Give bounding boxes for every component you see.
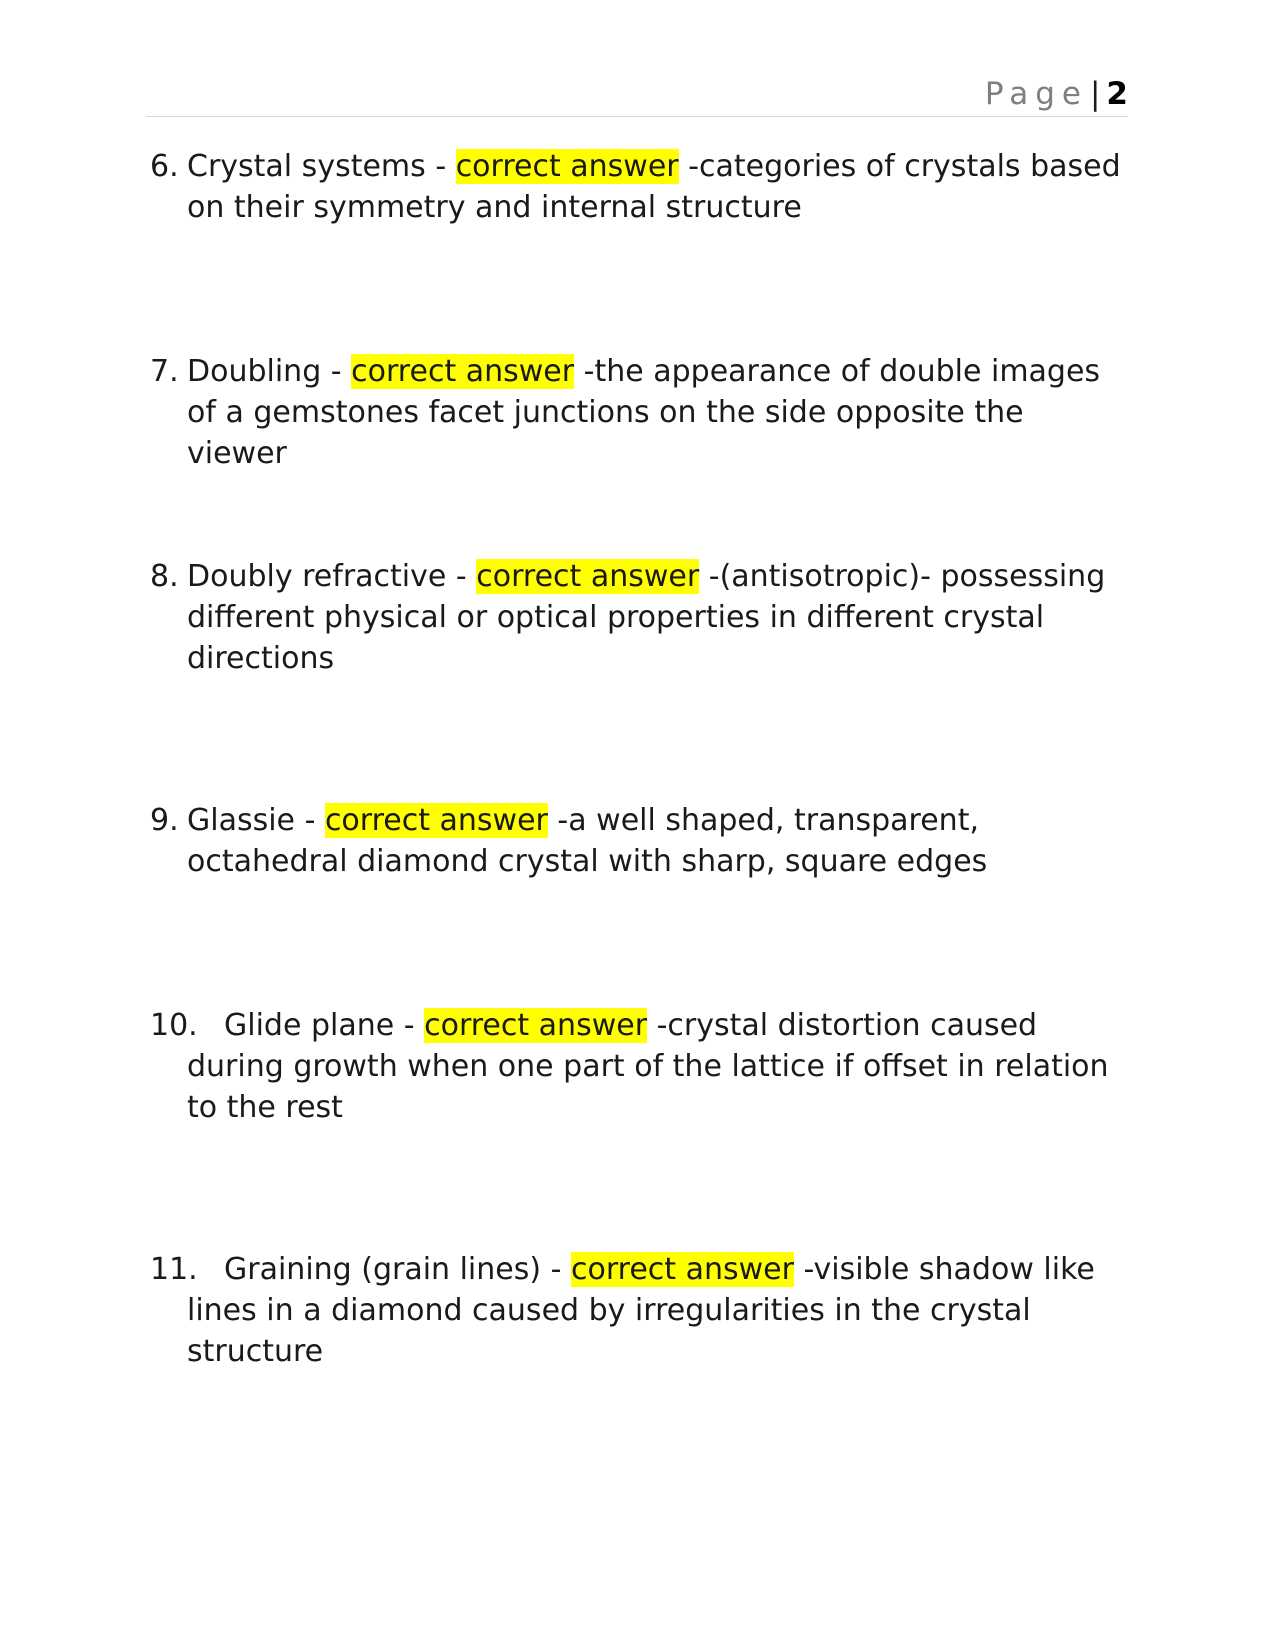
item-number: 8. (150, 559, 179, 594)
item-number: 9. (150, 803, 179, 838)
list-item (150, 1249, 1130, 1372)
answer-highlight: correct answer (476, 559, 700, 594)
item-definition: -crystal distortion caused during growth when one part of the lattice if offset in relation to the rest (187, 1008, 1109, 1125)
item-dash: - (394, 1008, 425, 1043)
item-definition: -(antisotropic)- possessing different physical or optical properties in different crystal directions (187, 559, 1106, 676)
item-dash: - (295, 803, 325, 838)
list-item (150, 146, 1130, 228)
answer-highlight: correct answer (324, 803, 548, 838)
page-label: Page (984, 76, 1088, 112)
item-number: 11. (150, 1252, 198, 1287)
item-dash: - (541, 1252, 571, 1287)
list-item (150, 351, 1130, 474)
item-dash: - (446, 559, 477, 594)
item-term: Crystal systems (187, 149, 426, 184)
page-header (146, 72, 1128, 117)
list-item (150, 556, 1130, 679)
item-number: 6. (150, 149, 179, 184)
item-term: Glassie (187, 803, 296, 838)
answer-highlight: correct answer (455, 149, 679, 184)
item-number: 10. (150, 1008, 198, 1043)
answer-highlight: correct answer (570, 1252, 794, 1287)
item-definition: -the appearance of double images of a gemstones facet junctions on the side opposite the viewer (187, 354, 1101, 471)
item-term: Graining (grain lines) (224, 1252, 542, 1287)
item-number: 7. (150, 354, 179, 389)
list-item (150, 1005, 1130, 1128)
answer-highlight: correct answer (351, 354, 575, 389)
item-term: Doubly refractive (187, 559, 447, 594)
page-number: 2 (1106, 76, 1128, 112)
item-definition: -a well shaped, transparent, octahedral diamond crystal with sharp, square edges (187, 803, 988, 879)
item-term: Glide plane (224, 1008, 395, 1043)
item-definition: -categories of crystals based on their symmetry and internal structure (187, 149, 1121, 225)
list-item (150, 800, 1130, 882)
item-dash: - (425, 149, 456, 184)
item-definition: -visible shadow like lines in a diamond caused by irregularities in the crystal structure (187, 1252, 1095, 1369)
item-dash: - (321, 354, 352, 389)
item-term: Doubling (187, 354, 322, 389)
page-separator: | (1089, 76, 1101, 112)
answer-highlight: correct answer (424, 1008, 648, 1043)
